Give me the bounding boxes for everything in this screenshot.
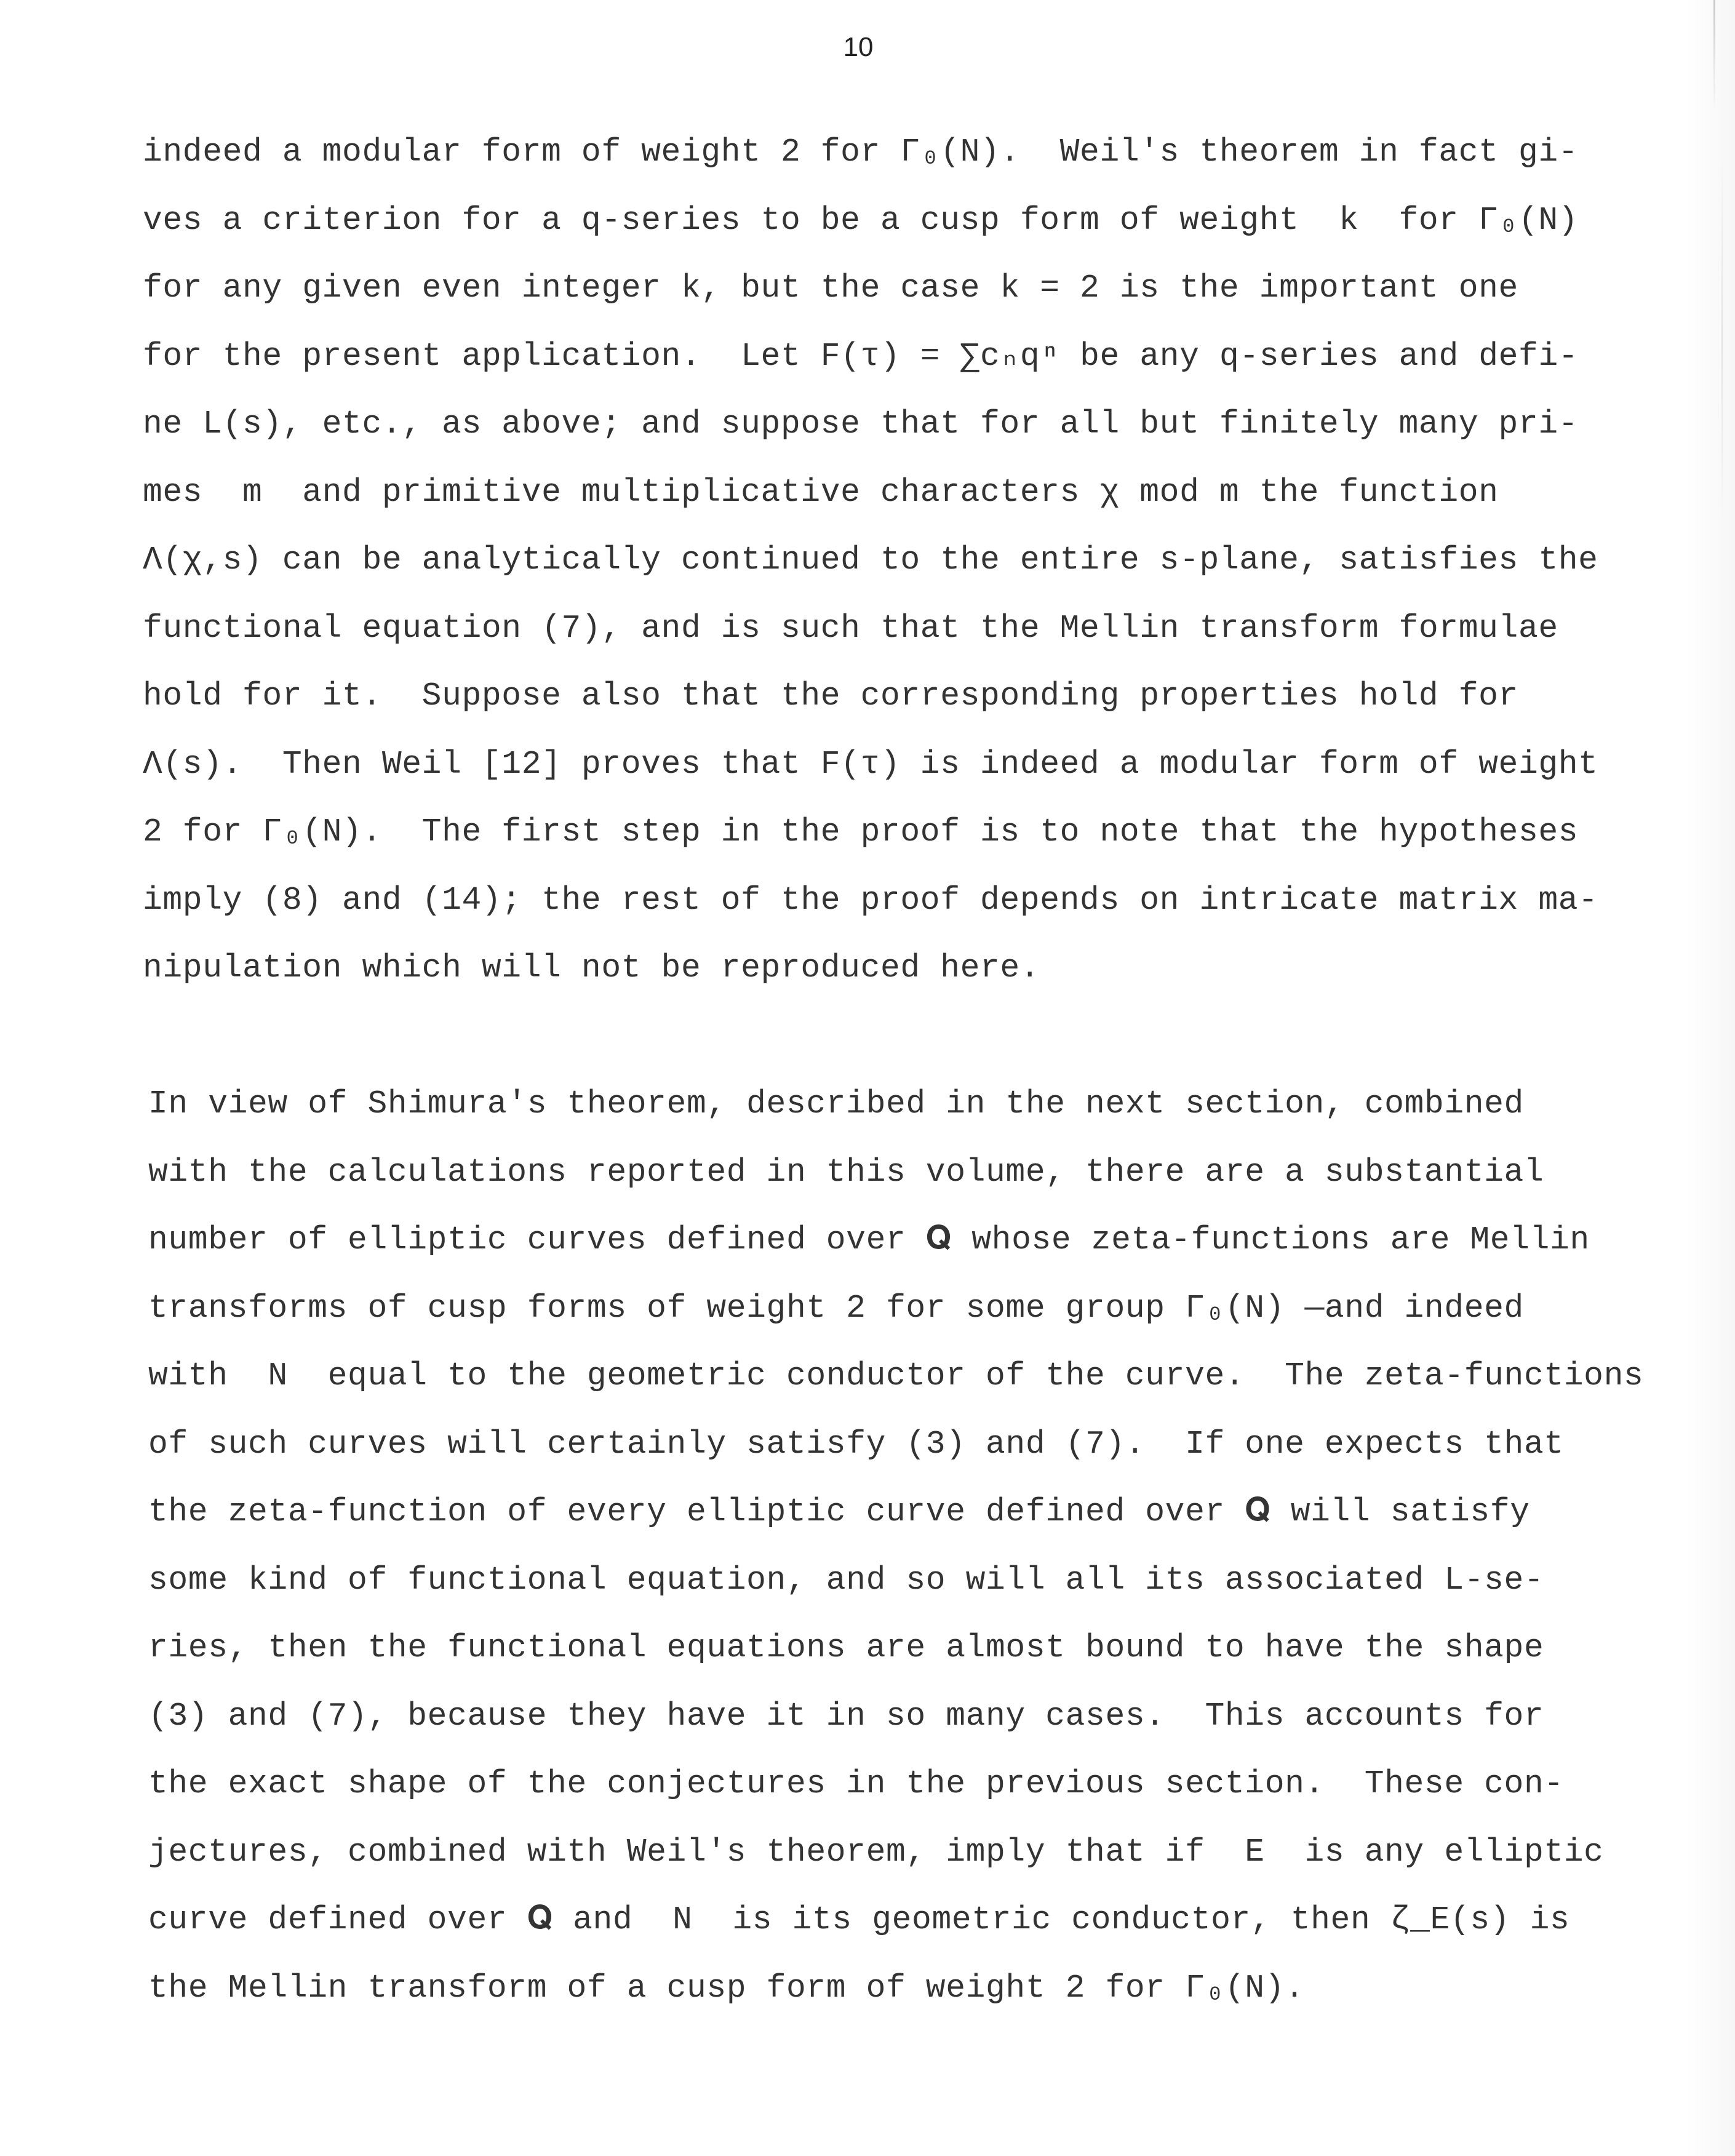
- text-line: In view of Shimura's theorem, described in the next section, combined: [148, 1085, 1524, 1122]
- paragraph-weil-theorem: [143, 130, 1693, 1014]
- text-line: ries, then the functional equations are almost bound to have the shape: [148, 1629, 1544, 1666]
- text-line: imply (8) and (14); the rest of the proof depends on intricate matrix ma-: [143, 881, 1598, 919]
- text-line: Λ(χ,s) can be analytically continued to the entire s-plane, satisfies the: [143, 541, 1598, 578]
- scan-edge-mark: [1721, 154, 1723, 523]
- text-line: the Mellin transform of a cusp form of weight 2 for Γ₀(N).: [148, 1969, 1305, 2006]
- text-line: the exact shape of the conjectures in the previous section. These con-: [148, 1765, 1564, 1802]
- scan-edge-shadow: [1686, 0, 1735, 2156]
- text-line: some kind of functional equation, and so will all its associated L-se-: [148, 1561, 1544, 1599]
- text-line: number of elliptic curves defined over 𝐐 whose zeta-functions are Mellin: [148, 1221, 1590, 1258]
- text-line: the zeta-function of every elliptic curve defined over 𝐐 will satisfy: [148, 1493, 1530, 1530]
- text-line: Λ(s). Then Weil [12] proves that F(τ) is indeed a modular form of weight: [143, 745, 1598, 783]
- text-line: indeed a modular form of weight 2 for Γ₀(N). Weil's theorem in fact gi-: [143, 134, 1579, 170]
- text-line: curve defined over 𝐐 and N is its geometric conductor, then ζ_E(s) is: [148, 1901, 1570, 1938]
- page-number: 10: [843, 32, 874, 62]
- text-line: ves a criterion for a q-series to be a cusp form of weight k for Γ₀(N): [143, 201, 1579, 239]
- text-line: for any given even integer k, but the case k = 2 is the important one: [143, 270, 1518, 306]
- text-line: for the present application. Let F(τ) = ∑cₙqⁿ be any q-series and defi-: [143, 337, 1579, 375]
- text-line: transforms of cusp forms of weight 2 for some group Γ₀(N) —and indeed: [148, 1289, 1524, 1327]
- text-line: with the calculations reported in this volume, there are a substantial: [148, 1153, 1544, 1191]
- text-line: 2 for Γ₀(N). The first step in the proof is to note that the hypotheses: [143, 813, 1579, 850]
- text-line: functional equation (7), and is such that the Mellin transform formulae: [143, 609, 1558, 647]
- text-line: nipulation which will not be reproduced here.: [143, 949, 1040, 986]
- text-line: of such curves will certainly satisfy (3) and (7). If one expects that: [148, 1425, 1564, 1463]
- scan-edge-mark: [1713, 0, 1715, 111]
- text-line: jectures, combined with Weil's theorem, imply that if E is any elliptic: [148, 1833, 1604, 1871]
- paragraph-shimura-theorem: [148, 1082, 1699, 2034]
- text-line: with N equal to the geometric conductor of the curve. The zeta-functions: [148, 1357, 1644, 1394]
- text-line: (3) and (7), because they have it in so many cases. This accounts for: [148, 1697, 1544, 1735]
- text-line: ne L(s), etc., as above; and suppose that for all but finitely many pri-: [143, 405, 1579, 442]
- text-line: mes m and primitive multiplicative characters χ mod m the function: [143, 473, 1499, 511]
- text-line: hold for it. Suppose also that the corresponding properties hold for: [143, 677, 1518, 714]
